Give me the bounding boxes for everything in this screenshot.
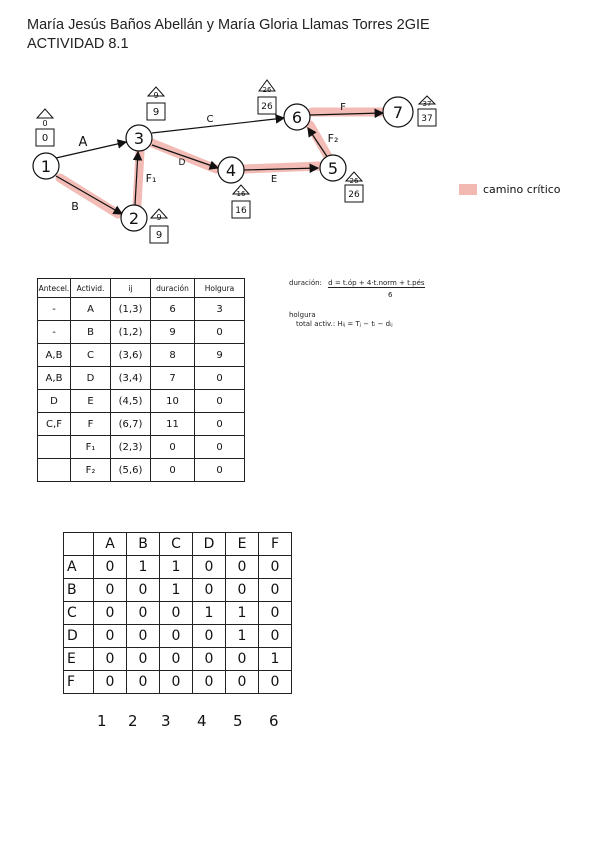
- matrix-cell: 0: [94, 671, 127, 694]
- arrow-B: [56, 176, 122, 214]
- arrow-A: [56, 142, 126, 158]
- matrix-cell: 0: [160, 671, 193, 694]
- matrix-cell: 1: [226, 625, 259, 648]
- cell: 0: [195, 321, 245, 344]
- matrix-cell: 0: [259, 625, 292, 648]
- matrix-row-label: A: [64, 556, 94, 579]
- matrix-row-label: B: [64, 579, 94, 602]
- table-row: [38, 321, 245, 344]
- cell: 0: [195, 390, 245, 413]
- node-2-label: 2: [128, 209, 140, 228]
- legend-label: camino crítico: [483, 183, 561, 196]
- node-5-label: 5: [327, 159, 339, 178]
- matrix-cell: 0: [160, 625, 193, 648]
- cell: A,B: [38, 344, 71, 367]
- matrix-cell: 0: [259, 556, 292, 579]
- matrix-col-F: F: [259, 533, 292, 556]
- time-2-late: 9: [155, 230, 163, 241]
- cell: 0: [195, 413, 245, 436]
- cell: [38, 436, 71, 459]
- column-number: 4: [197, 712, 207, 730]
- column-number: 5: [233, 712, 243, 730]
- edge-label-D: D: [178, 158, 186, 168]
- time-6-late: 26: [261, 102, 273, 112]
- activity-table-header: [38, 279, 245, 298]
- cell: 6: [151, 298, 195, 321]
- matrix-cell: 0: [127, 625, 160, 648]
- col-actividad: Activid.: [71, 279, 111, 298]
- matrix-row: [64, 602, 292, 625]
- cell: [38, 459, 71, 482]
- cell: 8: [151, 344, 195, 367]
- cell: D: [38, 390, 71, 413]
- table-row: [38, 390, 245, 413]
- node-3-label: 3: [133, 129, 145, 148]
- matrix-row-label: D: [64, 625, 94, 648]
- matrix-col-D: D: [193, 533, 226, 556]
- node-1-label: 1: [40, 157, 52, 176]
- matrix-cell: 0: [193, 625, 226, 648]
- legend-swatch: [459, 184, 477, 195]
- matrix-row-label: F: [64, 671, 94, 694]
- matrix-cell: 0: [259, 671, 292, 694]
- critical-path-legend: [459, 183, 561, 196]
- time-1-early: 0: [42, 119, 48, 128]
- matrix-row-label: C: [64, 602, 94, 625]
- matrix-cell: 0: [94, 579, 127, 602]
- duration-expression: d = t.óp + 4·t.norm + t.pés: [328, 279, 425, 287]
- cell: E: [71, 390, 111, 413]
- table-row: [38, 298, 245, 321]
- matrix-cell: 0: [127, 579, 160, 602]
- edge-label-E: E: [270, 174, 278, 185]
- cell: 9: [151, 321, 195, 344]
- matrix-col-E: E: [226, 533, 259, 556]
- matrix-row: [64, 556, 292, 579]
- cell: D: [71, 367, 111, 390]
- time-3-early: 9: [153, 91, 159, 100]
- matrix-cell: 0: [127, 671, 160, 694]
- matrix-cell: 0: [160, 602, 193, 625]
- matrix-cell: 1: [160, 579, 193, 602]
- matrix-cell: 0: [94, 556, 127, 579]
- cell: A,B: [38, 367, 71, 390]
- time-3-late: 9: [152, 107, 160, 118]
- matrix-cell: 1: [127, 556, 160, 579]
- cell: 0: [195, 459, 245, 482]
- matrix-col-B: B: [127, 533, 160, 556]
- matrix-col-A: A: [94, 533, 127, 556]
- cell: 9: [195, 344, 245, 367]
- time-5-early: 26: [349, 177, 359, 185]
- matrix-cell: 1: [193, 602, 226, 625]
- matrix-cell: 0: [160, 648, 193, 671]
- matrix-cell: 0: [259, 579, 292, 602]
- cell: F₁: [71, 436, 111, 459]
- column-number: 2: [128, 712, 138, 730]
- duration-denominator: 6: [388, 291, 393, 299]
- duration-formula: [289, 279, 425, 287]
- time-7-late: 37: [421, 114, 433, 124]
- cell: (1,2): [111, 321, 151, 344]
- cell: 0: [195, 367, 245, 390]
- col-ij: ij: [111, 279, 151, 298]
- matrix-cell: 0: [94, 602, 127, 625]
- table-row: [38, 436, 245, 459]
- cell: 0: [151, 459, 195, 482]
- edge-label-F: F: [340, 102, 346, 113]
- edge-label-C: C: [206, 114, 214, 125]
- cell: 3: [195, 298, 245, 321]
- table-row: [38, 367, 245, 390]
- holgura-label: holgura: [289, 311, 316, 319]
- matrix-cell: 0: [193, 671, 226, 694]
- matrix-row: [64, 671, 292, 694]
- activity-table: [37, 278, 245, 482]
- cell: 0: [195, 436, 245, 459]
- duration-label: duración:: [289, 279, 322, 287]
- matrix-cell: 0: [259, 602, 292, 625]
- matrix-row: [64, 625, 292, 648]
- col-holgura: Holgura: [195, 279, 245, 298]
- cell: (1,3): [111, 298, 151, 321]
- column-number: 6: [269, 712, 279, 730]
- activity-title: ACTIVIDAD 8.1: [27, 36, 129, 52]
- matrix-column-numbers: [63, 712, 303, 732]
- time-4-early: 16: [236, 190, 246, 198]
- cell: 10: [151, 390, 195, 413]
- time-4-late: 16: [235, 206, 247, 216]
- time-6-early: 26: [262, 86, 272, 94]
- edge-label-B: B: [71, 200, 79, 213]
- cell: C: [71, 344, 111, 367]
- cell: 0: [151, 436, 195, 459]
- matrix-col-C: C: [160, 533, 193, 556]
- cell: (2,3): [111, 436, 151, 459]
- holgura-formula: total activ.: Hᵢⱼ = Tⱼ − tᵢ − dᵢⱼ: [296, 320, 393, 328]
- matrix-header: [64, 533, 292, 556]
- matrix-cell: 0: [193, 556, 226, 579]
- col-duracion: duración: [151, 279, 195, 298]
- cell: (4,5): [111, 390, 151, 413]
- col-antecedentes: Antecel.: [38, 279, 71, 298]
- matrix-cell: 1: [160, 556, 193, 579]
- matrix-cell: 0: [94, 648, 127, 671]
- column-number: 3: [161, 712, 171, 730]
- matrix-row: [64, 579, 292, 602]
- matrix-cell: 0: [94, 625, 127, 648]
- matrix-cell: 1: [259, 648, 292, 671]
- cell: B: [71, 321, 111, 344]
- column-number: 1: [97, 712, 107, 730]
- matrix-cell: 0: [193, 579, 226, 602]
- cell: -: [38, 321, 71, 344]
- matrix-cell: 0: [226, 579, 259, 602]
- node-4-label: 4: [225, 161, 237, 180]
- matrix-row: [64, 648, 292, 671]
- cell: C,F: [38, 413, 71, 436]
- table-row: [38, 413, 245, 436]
- matrix-corner: [64, 533, 94, 556]
- edge-label-F2: F₂: [327, 132, 339, 145]
- table-row: [38, 459, 245, 482]
- authors-line: María Jesús Baños Abellán y María Gloria Llamas Torres 2GIE: [27, 17, 430, 33]
- time-5-late: 26: [348, 190, 360, 200]
- time-1-late: 0: [41, 133, 49, 144]
- matrix-cell: 0: [127, 602, 160, 625]
- matrix-cell: 0: [127, 648, 160, 671]
- node-7-label: 7: [392, 103, 404, 122]
- matrix-row-label: E: [64, 648, 94, 671]
- cell: 7: [151, 367, 195, 390]
- matrix-cell: 0: [226, 648, 259, 671]
- precedence-matrix: [63, 532, 292, 694]
- time-2-early: 9: [156, 213, 162, 222]
- cell: 11: [151, 413, 195, 436]
- matrix-cell: 0: [226, 671, 259, 694]
- cell: (3,6): [111, 344, 151, 367]
- table-row: [38, 344, 245, 367]
- matrix-cell: 0: [226, 556, 259, 579]
- cell: A: [71, 298, 111, 321]
- cell: (5,6): [111, 459, 151, 482]
- matrix-cell: 0: [193, 648, 226, 671]
- cell: F: [71, 413, 111, 436]
- matrix-cell: 1: [226, 602, 259, 625]
- arrow-C: [152, 118, 284, 133]
- edge-label-A: A: [78, 135, 88, 150]
- time-7-early: 37: [422, 100, 432, 108]
- node-6-label: 6: [291, 108, 303, 127]
- cell: (3,4): [111, 367, 151, 390]
- cell: (6,7): [111, 413, 151, 436]
- cell: F₂: [71, 459, 111, 482]
- network-diagram: [0, 0, 600, 260]
- cell: -: [38, 298, 71, 321]
- edge-label-F1: F₁: [145, 172, 157, 185]
